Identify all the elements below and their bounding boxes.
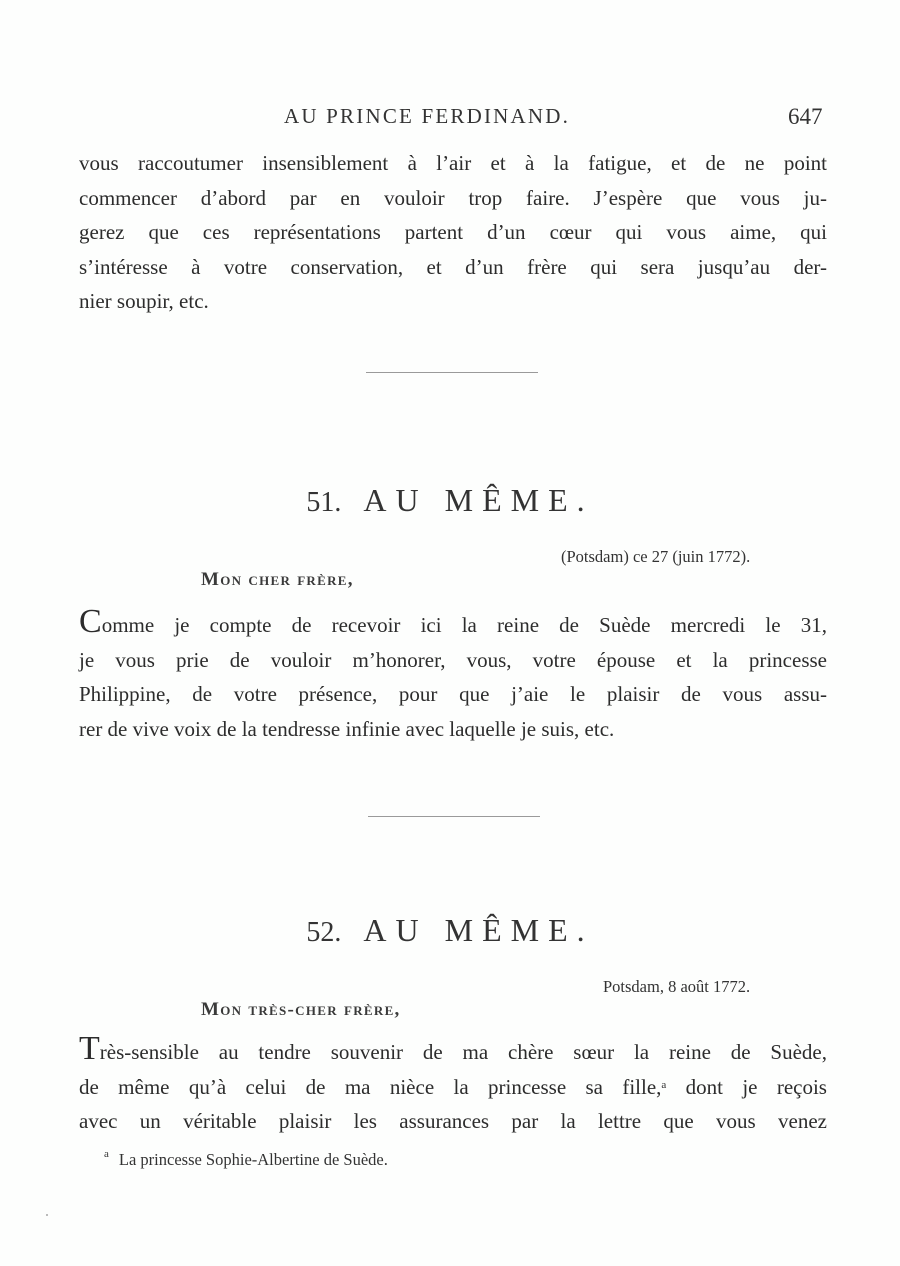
letter-title: AU MÊME. xyxy=(363,912,594,948)
footnote xyxy=(104,1150,388,1170)
text-run: dont je reçois xyxy=(666,1074,827,1099)
text-line: je vous prie de vouloir m’honorer, vous, votre épouse et la princesse xyxy=(79,647,827,672)
letter-title: AU MÊME. xyxy=(363,482,594,518)
scan-speck xyxy=(46,1214,48,1216)
section-divider xyxy=(368,816,540,817)
salutation: Mon très-cher frère, xyxy=(201,999,401,1020)
text-line: nier soupir, etc. xyxy=(79,289,209,313)
letter-number: 51. xyxy=(306,487,342,518)
text-line xyxy=(79,1030,827,1070)
text-line: gerez que ces représentations partent d’un cœur qui vous aime, qui xyxy=(79,220,827,244)
text-line: vous raccoutumer insensiblement à l’air et à la fatigue, et de ne point xyxy=(79,151,827,175)
letter-number: 52. xyxy=(306,917,342,948)
running-head xyxy=(0,104,900,134)
text-run: de même qu’à celui de ma nièce la princesse sa fille, xyxy=(79,1074,662,1099)
page-number: 647 xyxy=(788,104,823,129)
continuation-paragraph xyxy=(79,146,827,319)
footnote-text: La princesse Sophie-Albertine de Suède. xyxy=(118,1150,388,1169)
letter-body-52 xyxy=(79,1030,827,1139)
letter-heading-52 xyxy=(0,912,900,949)
text-line xyxy=(79,603,827,643)
text-line: commencer d’abord par en vouloir trop faire. J’espère que vous ju- xyxy=(79,185,827,210)
text-line: Philippine, de votre présence, pour que j’aie le plaisir de vous assu- xyxy=(79,682,827,706)
text-line: rer de vive voix de la tendresse infinie avec laquelle je suis, etc. xyxy=(79,716,615,741)
drop-cap: T xyxy=(79,1030,100,1067)
footnote-reference[interactable]: a xyxy=(661,1078,667,1091)
salutation: Mon cher frère, xyxy=(201,569,354,590)
dateline: Potsdam, 8 août 1772. xyxy=(603,977,751,996)
dateline: (Potsdam) ce 27 (juin 1772). xyxy=(561,547,751,566)
letter-heading-51 xyxy=(0,482,900,519)
section-divider xyxy=(366,372,538,373)
text-line: s’intéresse à votre conservation, et d’un frère qui sera jusqu’au der- xyxy=(79,254,827,279)
text-run: omme je compte de recevoir ici la reine de Suède mercredi le 31, xyxy=(101,613,827,637)
running-title: AU PRINCE FERDINAND. xyxy=(284,104,571,128)
drop-cap: C xyxy=(79,603,102,640)
text-run: rès-sensible au tendre souvenir de ma chère sœur la reine de Suède, xyxy=(99,1040,827,1064)
text-line xyxy=(79,1070,827,1105)
text-line: avec un véritable plaisir les assurances par la lettre que vous venez xyxy=(79,1109,827,1133)
footnote-marker: a xyxy=(104,1148,109,1160)
letter-body-51 xyxy=(79,603,827,746)
